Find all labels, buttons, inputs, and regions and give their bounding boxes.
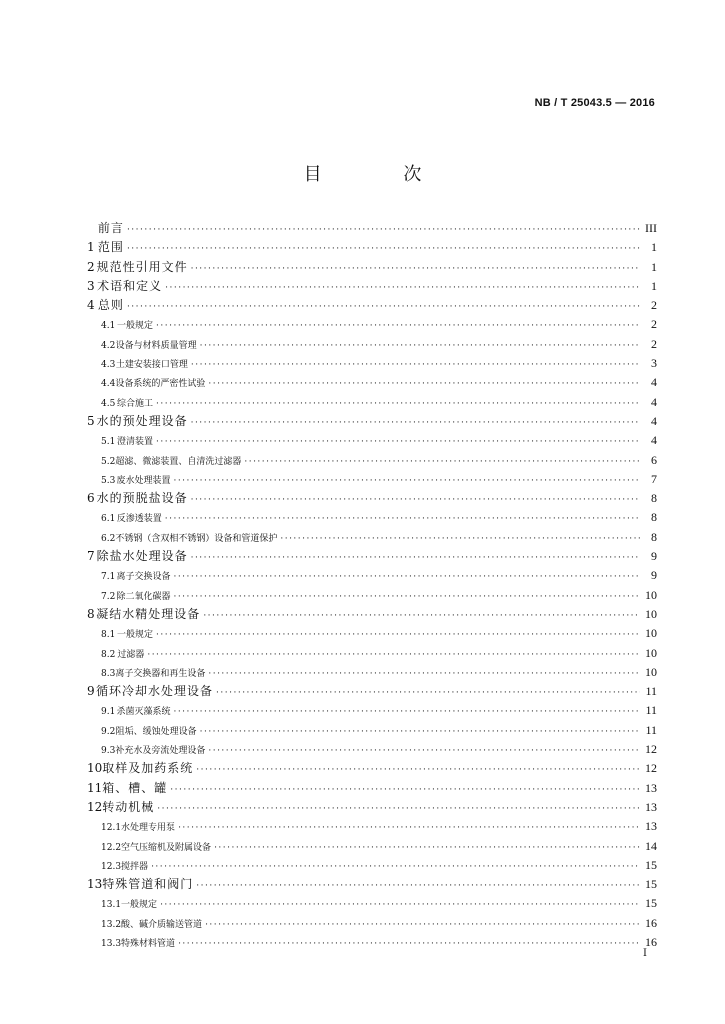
toc-entry-number: 8 (87, 606, 95, 621)
toc-entry[interactable] (87, 238, 657, 257)
toc-entry-title: 前言 (97, 221, 124, 235)
toc-entry[interactable] (87, 315, 657, 334)
toc-entry-number: 6 (87, 491, 95, 506)
toc-entry[interactable] (87, 566, 657, 585)
toc-entry-number: 8.3 (101, 668, 116, 679)
toc-entry[interactable] (87, 605, 657, 624)
toc-entry-number: 12.3 (101, 861, 122, 872)
toc-entry-title: 综合施工 (117, 398, 154, 409)
standard-code: NB / T 25043.5 — 2016 (534, 97, 655, 109)
toc-entry-page: 10 (645, 664, 657, 679)
toc-dot-leader (196, 761, 640, 780)
toc-entry-page: 15 (645, 896, 657, 911)
toc-entry-number: 13.3 (101, 938, 122, 949)
toc-entry-number: 8.2 (101, 649, 116, 660)
toc-entry[interactable] (87, 258, 657, 277)
toc-entry-page: 1 (651, 278, 657, 293)
toc-entry[interactable] (87, 489, 657, 508)
toc-dot-leader (214, 839, 640, 858)
toc-entry-page: 10 (645, 606, 657, 621)
toc-entry-number: 7 (87, 549, 95, 564)
toc-dot-leader (216, 684, 640, 703)
toc-entry-page: 4 (651, 375, 657, 390)
toc-entry-page: 9 (651, 549, 657, 564)
toc-dot-leader (165, 510, 640, 529)
toc-entry-page: 13 (645, 799, 657, 814)
toc-entry[interactable] (87, 219, 657, 238)
toc-entry-number: 12.1 (101, 823, 122, 834)
toc-entry-page: 8 (651, 491, 657, 506)
toc-entry[interactable] (87, 740, 657, 759)
toc-entry-page: 14 (645, 838, 657, 853)
toc-entry[interactable] (87, 779, 657, 798)
toc-entry-page: 13 (645, 819, 657, 834)
toc-entry-title: 循环冷却水处理设备 (96, 684, 214, 699)
toc-entry-title: 一般规定 (121, 900, 158, 911)
toc-dot-leader (156, 433, 640, 452)
toc-entry-title: 特殊管道和阀门 (102, 877, 194, 892)
toc-dot-leader (196, 877, 640, 896)
toc-dot-leader (191, 549, 640, 568)
toc-entry-number: 7.1 (101, 572, 116, 583)
toc-entry-page: 8 (651, 510, 657, 525)
toc-dot-leader (156, 395, 640, 414)
toc-entry-page: 15 (645, 877, 657, 892)
toc-entry-page: 12 (645, 742, 657, 757)
toc-entry-page: 9 (651, 568, 657, 583)
toc-dot-leader (151, 858, 640, 877)
toc-entry-number: 6.1 (101, 514, 116, 525)
toc-entry[interactable] (87, 354, 657, 373)
toc-entry-number: 13 (87, 877, 103, 892)
toc-dot-leader (173, 568, 640, 587)
toc-entry-page: 3 (651, 356, 657, 371)
toc-entry[interactable] (87, 508, 657, 527)
toc-dot-leader (147, 646, 640, 665)
toc-entry[interactable] (87, 837, 657, 856)
toc-entry[interactable] (87, 682, 657, 701)
toc-entry-title: 离子交换器和再生设备 (115, 668, 206, 679)
toc-entry-title: 过滤器 (117, 649, 145, 660)
toc-entry-title: 特殊材料管道 (121, 938, 176, 949)
toc-entry[interactable] (87, 759, 657, 778)
toc-entry-page: 7 (651, 471, 657, 486)
toc-entry-page: 2 (651, 317, 657, 332)
toc-entry-title: 一般规定 (117, 321, 154, 332)
toc-dot-leader (208, 665, 640, 684)
toc-entry-page: 8 (651, 529, 657, 544)
toc-entry-number: 13.2 (101, 919, 122, 930)
toc-entry[interactable] (87, 412, 657, 431)
toc-entry[interactable] (87, 470, 657, 489)
toc-entry-title: 规范性引用文件 (96, 259, 188, 274)
toc-dot-leader (127, 221, 640, 240)
toc-entry[interactable] (87, 547, 657, 566)
toc-dot-leader (208, 742, 640, 761)
toc-entry[interactable] (87, 644, 657, 663)
toc-entry[interactable] (87, 933, 657, 952)
toc-entry-title: 设备系统的严密性试验 (115, 379, 206, 390)
toc-entry-page: 2 (651, 298, 657, 313)
toc-entry[interactable] (87, 451, 657, 470)
toc-entry-page: 4 (651, 394, 657, 409)
toc-entry-number: 4.5 (101, 398, 116, 409)
toc-entry-page: 11 (645, 722, 657, 737)
toc-entry[interactable] (87, 894, 657, 913)
toc-entry[interactable] (87, 586, 657, 605)
toc-entry-page: 4 (651, 413, 657, 428)
toc-dot-leader (178, 935, 640, 954)
toc-entry-number: 8.1 (101, 630, 116, 641)
toc-entry-title: 空气压缩机及附属设备 (121, 842, 212, 853)
toc-entry-number: 1 (87, 240, 95, 255)
toc-entry-title: 不锈钢（含双相不锈钢）设备和管道保护 (115, 533, 278, 544)
toc-entry-title: 离子交换设备 (116, 572, 171, 583)
toc-entry-number: 5.2 (101, 456, 116, 467)
toc-entry-number: 9.3 (101, 746, 116, 757)
toc-entry-page: 10 (645, 587, 657, 602)
toc-entry[interactable] (87, 373, 657, 392)
toc-dot-leader (280, 530, 640, 549)
toc-entry[interactable] (87, 277, 657, 296)
toc-entry-title: 设备与材料质量管理 (115, 340, 197, 351)
toc-entry[interactable] (87, 624, 657, 643)
toc-dot-leader (165, 279, 640, 298)
toc-entry-number: 13.1 (101, 900, 122, 911)
toc-entry-number: 4.3 (101, 360, 116, 371)
toc-entry-number: 4 (87, 298, 95, 313)
toc-entry-number: 5.3 (101, 475, 116, 486)
toc-entry-title: 土建安装接口管理 (115, 360, 188, 371)
table-of-contents (87, 219, 657, 952)
toc-entry[interactable] (87, 798, 657, 817)
toc-dot-leader (191, 260, 640, 279)
toc-dot-leader (191, 356, 640, 375)
toc-entry-title: 澄清装置 (117, 437, 154, 448)
toc-entry-title: 除盐水处理设备 (96, 549, 188, 564)
toc-entry-number: 6.2 (101, 533, 116, 544)
toc-entry[interactable] (87, 431, 657, 450)
toc-entry-page: III (645, 221, 657, 235)
toc-entry-page: 12 (645, 761, 657, 776)
toc-entry-title: 杀菌灭藻系统 (116, 707, 171, 718)
toc-dot-leader (173, 588, 640, 607)
toc-entry[interactable] (87, 701, 657, 720)
toc-entry-title: 补充水及旁流处理设备 (115, 746, 206, 757)
toc-dot-leader (127, 298, 640, 317)
toc-entry-title: 一般规定 (117, 630, 154, 641)
toc-entry-page: 15 (645, 857, 657, 872)
toc-dot-leader (156, 626, 640, 645)
toc-entry-number: 4.1 (101, 321, 116, 332)
toc-dot-leader (156, 317, 640, 336)
toc-entry[interactable] (87, 296, 657, 315)
toc-entry[interactable] (87, 721, 657, 740)
toc-entry-page: 16 (645, 915, 657, 930)
toc-entry-page: 10 (645, 645, 657, 660)
toc-entry-page: 6 (651, 452, 657, 467)
toc-entry-page: 1 (651, 259, 657, 274)
toc-entry-page: 11 (645, 703, 657, 718)
toc-entry[interactable] (87, 817, 657, 836)
toc-entry[interactable] (87, 663, 657, 682)
toc-entry-title: 术语和定义 (97, 278, 163, 293)
toc-entry-title: 水处理专用泵 (121, 823, 176, 834)
toc-entry-page: 16 (645, 934, 657, 949)
toc-dot-leader (208, 375, 640, 394)
toc-dot-leader (170, 781, 640, 800)
toc-entry-page: 2 (651, 336, 657, 351)
toc-entry-title: 转动机械 (102, 799, 155, 814)
toc-entry-number: 12 (87, 799, 103, 814)
toc-entry-title: 箱、槽、罐 (102, 780, 168, 795)
toc-dot-leader (191, 491, 640, 510)
page-number: I (643, 948, 647, 959)
toc-entry[interactable] (87, 875, 657, 894)
toc-dot-leader (127, 240, 640, 259)
toc-entry-number: 9.1 (101, 707, 116, 718)
toc-dot-leader (244, 453, 640, 472)
toc-entry-number: 5 (87, 413, 95, 428)
toc-dot-leader (160, 896, 640, 915)
toc-entry-title: 反渗透装置 (116, 514, 162, 525)
toc-dot-leader (200, 337, 640, 356)
toc-entry-title: 凝结水精处理设备 (96, 606, 201, 621)
toc-dot-leader (205, 916, 640, 935)
toc-entry-page: 13 (645, 780, 657, 795)
toc-dot-leader (191, 414, 640, 433)
toc-entry-title: 取样及加药系统 (102, 761, 194, 776)
toc-entry-title: 搅拌器 (121, 861, 149, 872)
toc-entry-title: 水的预脱盐设备 (96, 491, 188, 506)
toc-dot-leader (200, 723, 640, 742)
toc-title: 目 次 (303, 164, 460, 185)
toc-entry-number: 3 (87, 278, 95, 293)
toc-entry[interactable] (87, 856, 657, 875)
toc-dot-leader (157, 800, 640, 819)
toc-entry[interactable] (87, 393, 657, 412)
toc-entry-title: 水的预处理设备 (96, 413, 188, 428)
toc-dot-leader (203, 607, 640, 626)
toc-entry-page: 11 (645, 684, 657, 699)
toc-dot-leader (173, 472, 640, 491)
toc-entry-title: 废水处理装置 (116, 475, 171, 486)
toc-entry-page: 10 (645, 626, 657, 641)
toc-entry-page: 1 (651, 240, 657, 255)
toc-entry-number: 12.2 (101, 842, 122, 853)
toc-entry-number: 9 (87, 684, 95, 699)
toc-entry-page: 4 (651, 433, 657, 448)
toc-entry-title: 除二氧化碳器 (116, 591, 171, 602)
toc-entry-number: 10 (87, 761, 103, 776)
toc-entry-title: 范围 (97, 240, 124, 255)
toc-entry[interactable] (87, 528, 657, 547)
toc-entry-title: 超滤、微滤装置、自清洗过滤器 (115, 456, 242, 467)
toc-entry-number: 9.2 (101, 726, 116, 737)
toc-entry-number: 7.2 (101, 591, 116, 602)
toc-entry-number: 11 (87, 780, 103, 795)
toc-entry[interactable] (87, 335, 657, 354)
toc-entry-number: 5.1 (101, 437, 116, 448)
toc-entry-title: 阻垢、缓蚀处理设备 (115, 726, 197, 737)
toc-entry-number: 2 (87, 259, 95, 274)
toc-entry-title: 酸、碱介质输送管道 (121, 919, 203, 930)
toc-dot-leader (178, 819, 640, 838)
toc-entry-number: 4.4 (101, 379, 116, 390)
toc-dot-leader (173, 703, 640, 722)
toc-entry-title: 总则 (97, 298, 124, 313)
toc-entry-number: 4.2 (101, 340, 116, 351)
toc-entry[interactable] (87, 914, 657, 933)
